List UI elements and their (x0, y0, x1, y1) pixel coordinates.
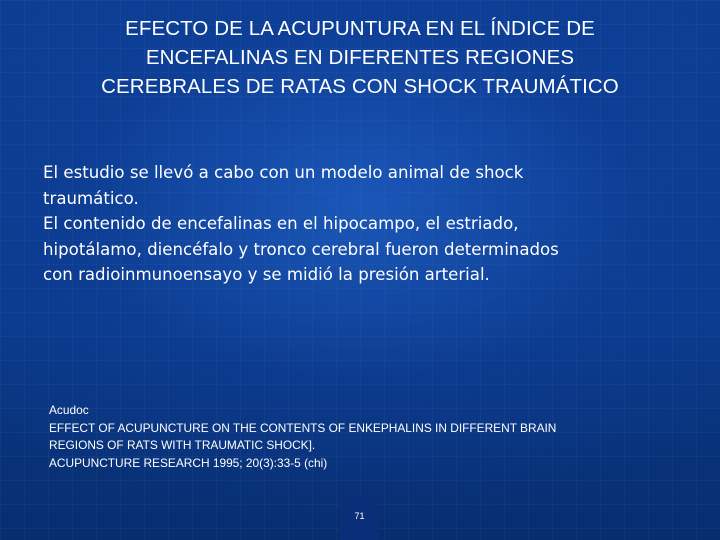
body-text (43, 160, 693, 288)
reference-line: ACUPUNCTURE RESEARCH 1995; 20(3):33-5 (chi) (49, 455, 328, 470)
body-line: El estudio se llevó a cabo con un modelo animal de shock (43, 163, 524, 182)
page-number-box (340, 496, 379, 540)
body-line: hipotálamo, diencéfalo y tronco cerebral fueron determinados (43, 239, 559, 259)
body-line: El contenido de encefalinas en el hipocampo, el estriado, (43, 214, 519, 233)
reference-line: REGIONS OF RATS WITH TRAUMATIC SHOCK]. (49, 438, 316, 452)
page-number: 71 (354, 511, 365, 521)
body-line: con radioinmunoensayo y se midió la presión arterial. (43, 265, 490, 284)
reference-line: EFFECT OF ACUPUNCTURE ON THE CONTENTS OF ENKEPHALINS IN DIFFERENT BRAIN (49, 420, 557, 435)
slide-title (30, 14, 690, 101)
title-line: ENCEFALINAS EN DIFERENTES REGIONES (145, 46, 575, 69)
reference-citation (49, 402, 689, 472)
title-line: EFECTO DE LA ACUPUNTURA EN EL ÍNDICE DE (125, 17, 595, 40)
body-line: traumático. (43, 188, 139, 208)
reference-line: Acudoc (49, 403, 89, 417)
title-line: CEREBRALES DE RATAS CON SHOCK TRAUMÁTICO (101, 75, 619, 98)
